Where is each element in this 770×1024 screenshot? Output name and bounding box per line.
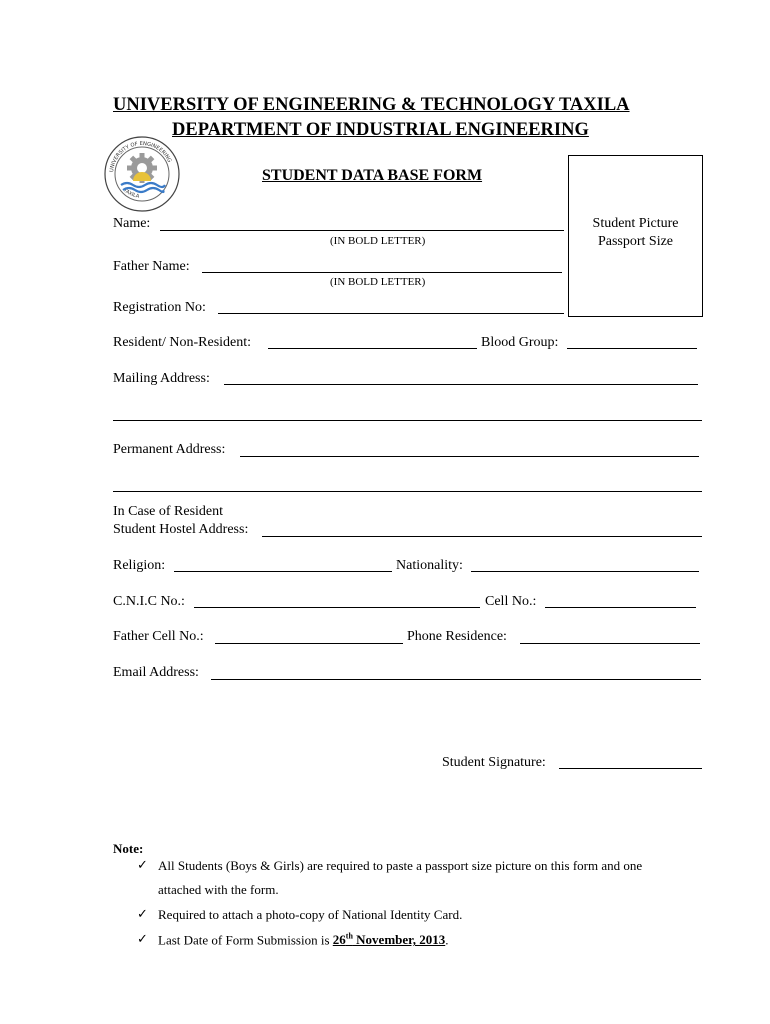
hostel-label-line1: In Case of Resident [113, 504, 224, 519]
check-icon: ✓ [137, 931, 148, 946]
photo-label-line1: Student Picture [592, 216, 679, 231]
registration-field[interactable] [218, 313, 564, 314]
check-icon: ✓ [137, 906, 148, 921]
cell-label: Cell No.: [485, 594, 537, 609]
father-name-label: Father Name: [113, 259, 190, 274]
note-item-1-line2: attached with the form. [158, 882, 279, 897]
permanent-address-field[interactable] [240, 456, 699, 457]
resident-label: Resident/ Non-Resident: [113, 335, 252, 350]
resident-field[interactable] [268, 348, 477, 349]
name-hint: (IN BOLD LETTER) [330, 235, 426, 247]
photo-label-line2: Passport Size [597, 234, 674, 249]
deadline-day: 26 [332, 932, 346, 948]
name-label: Name: [113, 216, 151, 231]
religion-field[interactable] [174, 571, 392, 572]
note-item-3-prefix: Last Date of Form Submission is [158, 932, 333, 948]
deadline-month-year: November, 2013 [352, 932, 446, 948]
cnic-label: C.N.I.C No.: [113, 594, 185, 609]
cnic-field[interactable] [194, 607, 480, 608]
student-photo-box[interactable] [568, 155, 703, 317]
svg-text:UNIVERSITY OF ENGINEERING: UNIVERSITY OF ENGINEERING [109, 140, 173, 173]
name-field[interactable] [160, 230, 564, 231]
nationality-label: Nationality: [396, 558, 463, 573]
check-icon: ✓ [137, 857, 148, 872]
email-label: Email Address: [113, 665, 199, 680]
father-name-hint: (IN BOLD LETTER) [330, 276, 426, 288]
father-name-field[interactable] [202, 272, 562, 273]
university-title: UNIVERSITY OF ENGINEERING & TECHNOLOGY TAXILA [113, 95, 630, 115]
department-title: DEPARTMENT OF INDUSTRIAL ENGINEERING [172, 120, 589, 140]
phone-residence-label: Phone Residence: [407, 629, 507, 644]
svg-text:TAXILA: TAXILA [122, 187, 140, 200]
permanent-address-field-line2[interactable] [113, 491, 702, 492]
mailing-address-label: Mailing Address: [113, 371, 210, 386]
deadline-date [333, 932, 445, 947]
nationality-field[interactable] [471, 571, 699, 572]
hostel-address-field[interactable] [262, 536, 702, 537]
note-heading: Note: [113, 841, 144, 856]
mailing-address-field-line2[interactable] [113, 420, 702, 421]
deadline-day-suffix: th [345, 932, 353, 941]
note-item-1-line1: All Students (Boys & Girls) are required to paste a passport size picture on this form and one [158, 858, 643, 873]
religion-label: Religion: [113, 558, 166, 573]
registration-label: Registration No: [113, 300, 206, 315]
permanent-address-label: Permanent Address: [113, 442, 226, 457]
father-cell-field[interactable] [215, 643, 403, 644]
signature-label: Student Signature: [442, 755, 546, 770]
form-title: STUDENT DATA BASE FORM [262, 167, 483, 184]
signature-field[interactable] [559, 768, 702, 769]
university-seal-logo [103, 135, 181, 213]
note-item-3-end: . [445, 932, 449, 948]
blood-group-label: Blood Group: [481, 335, 559, 350]
blood-group-field[interactable] [567, 348, 697, 349]
mailing-address-field[interactable] [224, 384, 698, 385]
hostel-address-label: Student Hostel Address: [113, 522, 249, 537]
phone-residence-field[interactable] [520, 643, 700, 644]
cell-field[interactable] [545, 607, 696, 608]
note-item-3 [158, 932, 448, 948]
note-item-2: Required to attach a photo-copy of National Identity Card. [158, 907, 463, 922]
email-field[interactable] [211, 679, 701, 680]
father-cell-label: Father Cell No.: [113, 629, 204, 644]
